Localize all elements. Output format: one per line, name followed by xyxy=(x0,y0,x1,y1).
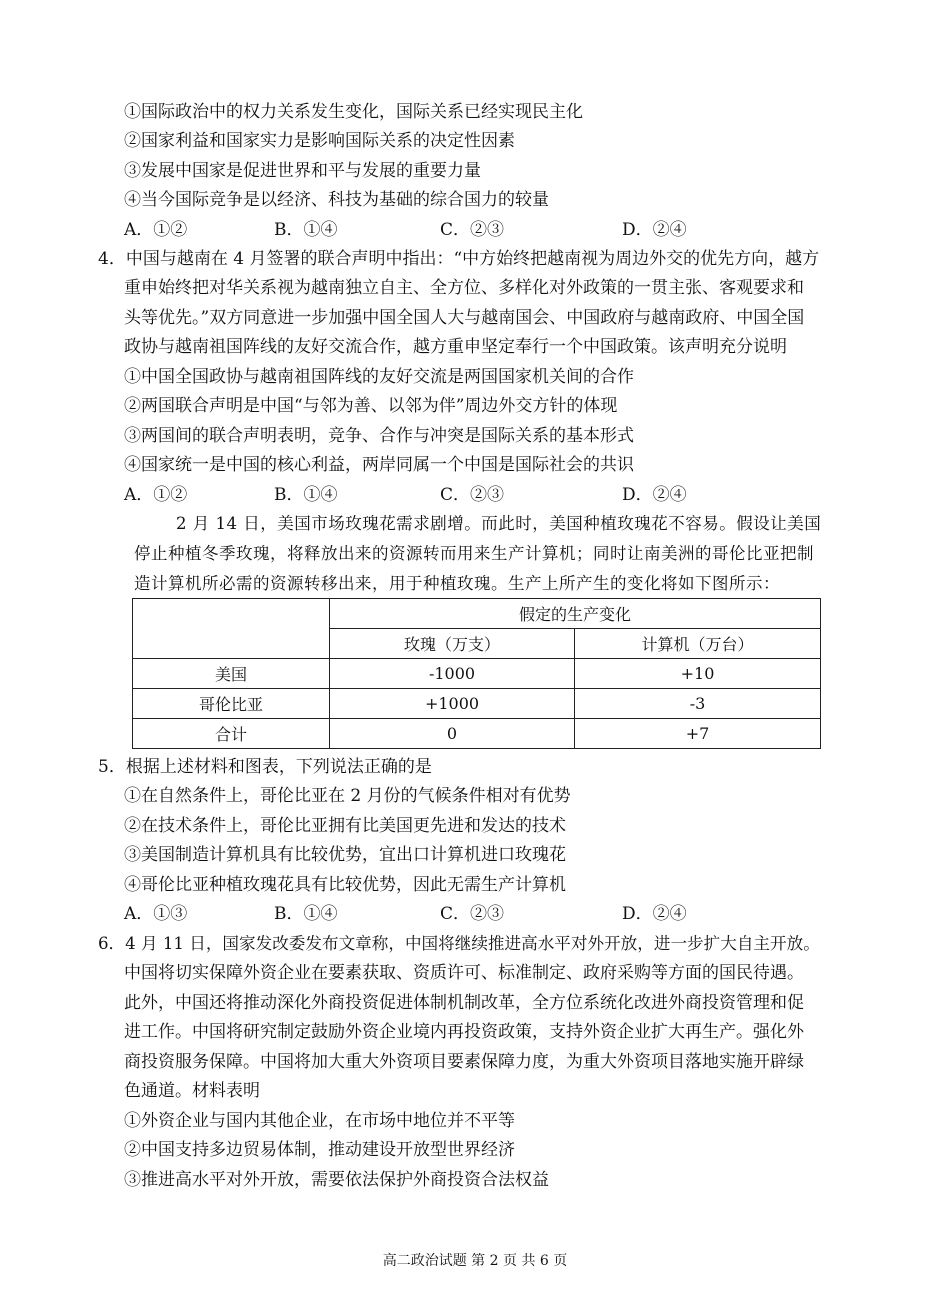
table-cell-computers: -3 xyxy=(575,689,821,719)
q5-item-2: ②在技术条件上，哥伦比亚拥有比美国更先进和发达的技术 xyxy=(124,816,566,836)
q4-stem-line-2: 重申始终把对华关系视为越南独立自主、全方位、多样化对外政策的一贯主张、客观要求和 xyxy=(124,278,804,298)
q3-option-c: C．②③ xyxy=(440,220,505,240)
q5-item-4: ④哥伦比亚种植玫瑰花具有比较优势，因此无需生产计算机 xyxy=(124,875,566,895)
q4-stem-line-1: 4．中国与越南在 4 月签署的联合声明中指出：“中方始终把越南视为周边外交的优先方向，越方 xyxy=(98,249,820,269)
material-line-1: 2 月 14 日，美国市场玫瑰花需求剧增。而此时，美国种植玫瑰花不容易。假设让美国 xyxy=(176,514,822,533)
q4-stem-line-3: 头等优先。”双方同意进一步加强中国全国人大与越南国会、中国政府与越南政府、中国全国 xyxy=(124,308,805,328)
material-line-2: 停止种植冬季玫瑰，将释放出来的资源转而用来生产计算机；同时让南美洲的哥伦比亚把制 xyxy=(134,544,814,563)
q5-stem: 5．根据上述材料和图表，下列说法正确的是 xyxy=(98,757,432,777)
table-header-row xyxy=(133,599,821,629)
table-row-label: 合计 xyxy=(133,719,330,749)
page-footer: 高二政治试题 第 2 页 共 6 页 xyxy=(382,1253,568,1269)
q5-option-c: C．②③ xyxy=(440,904,505,924)
q3-option-b: B．①④ xyxy=(274,220,338,240)
q4-item-2: ②两国联合声明是中国“与邻为善、以邻为伴”周边外交方针的体现 xyxy=(124,396,618,416)
q6-item-2: ②中国支持多边贸易体制，推动建设开放型世界经济 xyxy=(124,1140,515,1160)
q6-stem-line-3: 此外，中国还将推动深化外商投资促进体制机制改革，全方位系统化改进外商投资管理和促 xyxy=(124,993,804,1013)
q4-option-b: B．①④ xyxy=(274,485,338,505)
table-row xyxy=(133,689,821,719)
q6-item-1: ①外资企业与国内其他企业，在市场中地位并不平等 xyxy=(124,1111,515,1131)
q3-item-1: ①国际政治中的权力关系发生变化，国际关系已经实现民主化 xyxy=(124,102,583,122)
q6-number: 6． xyxy=(98,934,126,953)
q5-option-d: D．②④ xyxy=(622,904,687,924)
table-row-label: 美国 xyxy=(133,659,330,689)
q4-option-c: C．②③ xyxy=(440,485,505,505)
q3-option-d: D．②④ xyxy=(622,220,687,240)
q6-stem-line-4: 进工作。中国将研究制定鼓励外资企业境内再投资政策，支持外资企业扩大再生产。强化外 xyxy=(124,1022,804,1042)
table-cell-computers: +10 xyxy=(575,659,821,689)
table-corner-cell xyxy=(133,599,330,659)
table-cell-roses: +1000 xyxy=(330,689,575,719)
q4-option-a: A．①② xyxy=(124,485,188,505)
table-group-header: 假定的生产变化 xyxy=(330,599,821,629)
q4-item-3: ③两国间的联合声明表明，竞争、合作与冲突是国际关系的基本形式 xyxy=(124,426,634,446)
table-cell-computers: +7 xyxy=(575,719,821,749)
production-change-table xyxy=(132,598,821,749)
q3-item-2: ②国家利益和国家实力是影响国际关系的决定性因素 xyxy=(124,131,515,151)
q5-option-b: B．①④ xyxy=(274,904,338,924)
table-cell-roses: -1000 xyxy=(330,659,575,689)
q3-option-a: A．①② xyxy=(124,220,188,240)
q4-item-4: ④国家统一是中国的核心利益，两岸同属一个中国是国际社会的共识 xyxy=(124,455,634,475)
table-cell-roses: 0 xyxy=(330,719,575,749)
q4-option-d: D．②④ xyxy=(622,485,687,505)
material-line-3: 造计算机所必需的资源转移出来，用于种植玫瑰。生产上所产生的变化将如下图所示： xyxy=(134,574,780,593)
q5-option-a: A．①③ xyxy=(124,904,188,924)
table-row xyxy=(133,659,821,689)
q6-stem-line-2: 中国将切实保障外资企业在要素获取、资质许可、标准制定、政府采购等方面的国民待遇。 xyxy=(124,963,804,983)
q5-item-1: ①在自然条件上，哥伦比亚在 2 月份的气候条件相对有优势 xyxy=(124,786,571,806)
q4-stem-line-4: 政协与越南祖国阵线的友好交流合作，越方重申坚定奉行一个中国政策。该声明充分说明 xyxy=(124,337,787,357)
q6-stem-line-6: 色通道。材料表明 xyxy=(124,1081,260,1101)
table-row xyxy=(133,719,821,749)
q6-stem-line-5: 商投资服务保障。中国将加大重大外资项目要素保障力度，为重大外资项目落地实施开辟绿 xyxy=(124,1052,804,1072)
table-column-roses: 玫瑰（万支） xyxy=(330,629,575,659)
q5-item-3: ③美国制造计算机具有比较优势，宜出口计算机进口玫瑰花 xyxy=(124,845,566,865)
q3-item-4: ④当今国际竞争是以经济、科技为基础的综合国力的较量 xyxy=(124,190,549,210)
q6-stem-line-1: 6．4 月 11 日，国家发改委发布文章称，中国将继续推进高水平对外开放，进一步扩大自主开放。 xyxy=(98,934,820,953)
table-column-computers: 计算机（万台） xyxy=(575,629,821,659)
q6-item-3: ③推进高水平对外开放，需要依法保护外商投资合法权益 xyxy=(124,1170,549,1190)
q5-number: 5． xyxy=(98,757,126,777)
q4-number: 4． xyxy=(98,249,126,269)
q3-item-3: ③发展中国家是促进世界和平与发展的重要力量 xyxy=(124,161,481,181)
q4-item-1: ①中国全国政协与越南祖国阵线的友好交流是两国国家机关间的合作 xyxy=(124,367,634,387)
table-row-label: 哥伦比亚 xyxy=(133,689,330,719)
